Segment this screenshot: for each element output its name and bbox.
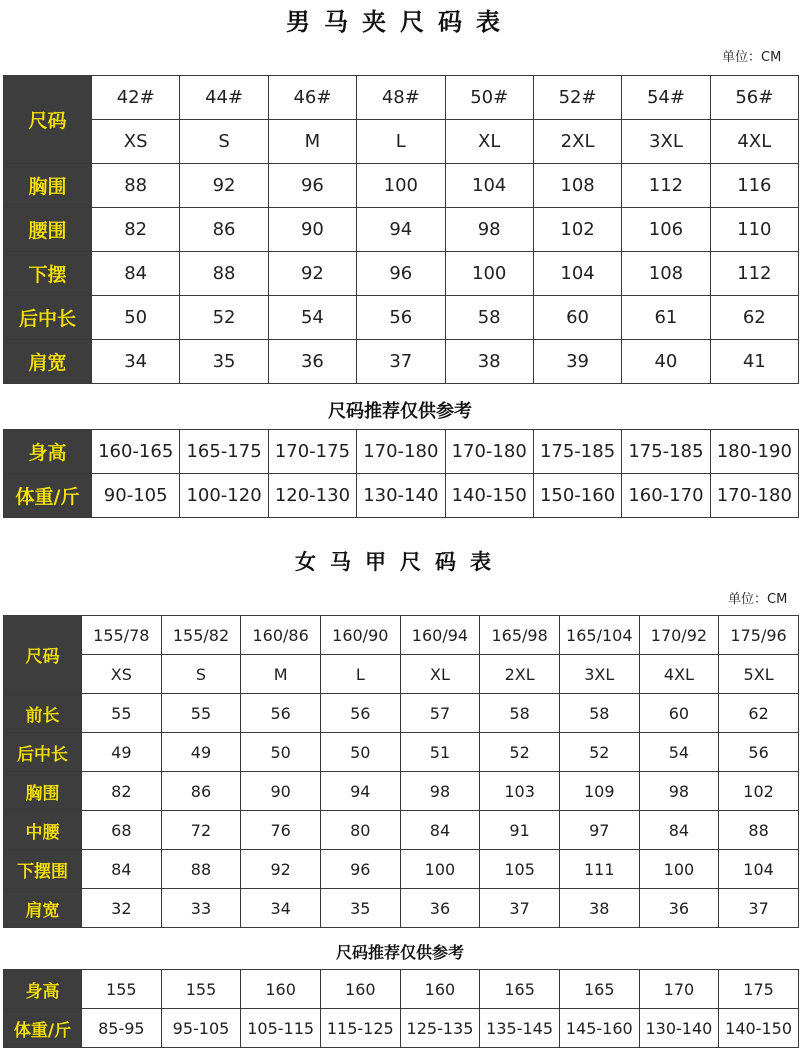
value-cell: 100-120: [180, 474, 268, 518]
size-letter-cell: M: [268, 120, 356, 164]
value-cell: 94: [320, 772, 400, 811]
row-label: 后中长: [4, 733, 82, 772]
value-cell: 38: [559, 889, 639, 928]
table-row: [4, 430, 799, 474]
value-cell: 54: [268, 296, 356, 340]
row-label: 身高: [4, 970, 82, 1009]
value-cell: 88: [719, 811, 799, 850]
men-chart-title: 男马夹尺码表: [286, 8, 514, 36]
value-cell: 41: [710, 340, 798, 384]
value-cell: 72: [161, 811, 241, 850]
value-cell: 155: [82, 970, 162, 1009]
value-cell: 145-160: [559, 1009, 639, 1048]
value-cell: 175: [719, 970, 799, 1009]
value-cell: 112: [710, 252, 798, 296]
value-cell: 170-175: [268, 430, 356, 474]
table-row: [4, 1009, 799, 1048]
value-cell: 61: [622, 296, 710, 340]
value-cell: 104: [445, 164, 533, 208]
row-label: 胸围: [4, 164, 92, 208]
value-cell: 84: [82, 850, 162, 889]
table-row: [4, 970, 799, 1009]
value-cell: 90: [268, 208, 356, 252]
value-cell: 76: [241, 811, 321, 850]
value-cell: 84: [92, 252, 180, 296]
value-cell: 140-150: [719, 1009, 799, 1048]
size-letter-cell: 2XL: [480, 655, 560, 694]
value-cell: 105: [480, 850, 560, 889]
value-cell: 55: [82, 694, 162, 733]
value-cell: 103: [480, 772, 560, 811]
value-cell: 110: [710, 208, 798, 252]
table-row: [4, 164, 799, 208]
value-cell: 36: [268, 340, 356, 384]
value-cell: 160: [241, 970, 321, 1009]
value-cell: 35: [180, 340, 268, 384]
men-recommend-table: [3, 429, 799, 518]
size-letter-cell: 4XL: [710, 120, 798, 164]
value-cell: 160-165: [92, 430, 180, 474]
value-cell: 51: [400, 733, 480, 772]
size-code-cell: 52#: [533, 76, 621, 120]
value-cell: 52: [180, 296, 268, 340]
value-cell: 130-140: [639, 1009, 719, 1048]
value-cell: 56: [320, 694, 400, 733]
value-cell: 160-170: [622, 474, 710, 518]
table-row: [4, 694, 799, 733]
value-cell: 175-185: [533, 430, 621, 474]
value-cell: 34: [241, 889, 321, 928]
value-cell: 34: [92, 340, 180, 384]
size-letter-cell: XS: [82, 655, 162, 694]
value-cell: 160: [400, 970, 480, 1009]
size-letter-cell: XL: [445, 120, 533, 164]
value-cell: 37: [719, 889, 799, 928]
value-cell: 170-180: [357, 430, 445, 474]
value-cell: 88: [180, 252, 268, 296]
size-code-cell: 155/78: [82, 616, 162, 655]
women-recommend-table: [3, 969, 799, 1048]
size-letter-row: [4, 655, 799, 694]
size-letter-cell: 4XL: [639, 655, 719, 694]
value-cell: 62: [710, 296, 798, 340]
value-cell: 80: [320, 811, 400, 850]
value-cell: 94: [357, 208, 445, 252]
size-letter-cell: XL: [400, 655, 480, 694]
value-cell: 37: [480, 889, 560, 928]
size-letter-cell: L: [320, 655, 400, 694]
size-header-label: 尺码: [4, 616, 82, 694]
size-letter-cell: M: [241, 655, 321, 694]
value-cell: 82: [92, 208, 180, 252]
row-label: 中腰: [4, 811, 82, 850]
value-cell: 102: [719, 772, 799, 811]
value-cell: 116: [710, 164, 798, 208]
value-cell: 50: [241, 733, 321, 772]
value-cell: 50: [92, 296, 180, 340]
value-cell: 88: [161, 850, 241, 889]
table-row: [4, 733, 799, 772]
value-cell: 60: [533, 296, 621, 340]
value-cell: 155: [161, 970, 241, 1009]
row-label: 肩宽: [4, 340, 92, 384]
value-cell: 58: [480, 694, 560, 733]
row-label: 下摆围: [4, 850, 82, 889]
table-row: [4, 811, 799, 850]
row-label: 前长: [4, 694, 82, 733]
value-cell: 100: [639, 850, 719, 889]
value-cell: 49: [161, 733, 241, 772]
value-cell: 112: [622, 164, 710, 208]
value-cell: 50: [320, 733, 400, 772]
value-cell: 86: [161, 772, 241, 811]
row-label: 下摆: [4, 252, 92, 296]
value-cell: 84: [639, 811, 719, 850]
value-cell: 39: [533, 340, 621, 384]
value-cell: 95-105: [161, 1009, 241, 1048]
value-cell: 100: [357, 164, 445, 208]
table-row: [4, 889, 799, 928]
table-row: [4, 340, 799, 384]
size-code-cell: 50#: [445, 76, 533, 120]
value-cell: 56: [357, 296, 445, 340]
size-code-cell: 48#: [357, 76, 445, 120]
value-cell: 165: [559, 970, 639, 1009]
value-cell: 100: [400, 850, 480, 889]
value-cell: 106: [622, 208, 710, 252]
row-label: 体重/斤: [4, 1009, 82, 1048]
row-label: 肩宽: [4, 889, 82, 928]
value-cell: 49: [82, 733, 162, 772]
size-letter-cell: S: [180, 120, 268, 164]
men-unit-label: 单位：CM: [722, 50, 782, 65]
size-letter-cell: 5XL: [719, 655, 799, 694]
value-cell: 180-190: [710, 430, 798, 474]
row-label: 胸围: [4, 772, 82, 811]
value-cell: 102: [533, 208, 621, 252]
value-cell: 85-95: [82, 1009, 162, 1048]
value-cell: 108: [533, 164, 621, 208]
size-letter-cell: 2XL: [533, 120, 621, 164]
value-cell: 120-130: [268, 474, 356, 518]
size-code-cell: 46#: [268, 76, 356, 120]
value-cell: 68: [82, 811, 162, 850]
value-cell: 57: [400, 694, 480, 733]
value-cell: 60: [639, 694, 719, 733]
value-cell: 92: [241, 850, 321, 889]
value-cell: 170: [639, 970, 719, 1009]
value-cell: 150-160: [533, 474, 621, 518]
value-cell: 90: [241, 772, 321, 811]
value-cell: 100: [445, 252, 533, 296]
value-cell: 109: [559, 772, 639, 811]
value-cell: 160: [320, 970, 400, 1009]
size-code-cell: 170/92: [639, 616, 719, 655]
value-cell: 90-105: [92, 474, 180, 518]
men-size-table: [3, 75, 799, 384]
value-cell: 37: [357, 340, 445, 384]
row-label: 体重/斤: [4, 474, 92, 518]
value-cell: 165: [480, 970, 560, 1009]
size-code-cell: 155/82: [161, 616, 241, 655]
women-size-table: [3, 615, 799, 928]
value-cell: 165-175: [180, 430, 268, 474]
value-cell: 84: [400, 811, 480, 850]
value-cell: 108: [622, 252, 710, 296]
value-cell: 98: [400, 772, 480, 811]
value-cell: 135-145: [480, 1009, 560, 1048]
value-cell: 98: [639, 772, 719, 811]
size-letter-cell: 3XL: [559, 655, 639, 694]
value-cell: 140-150: [445, 474, 533, 518]
value-cell: 91: [480, 811, 560, 850]
value-cell: 52: [559, 733, 639, 772]
women-recommend-title: 尺码推荐仅供参考: [335, 943, 464, 962]
value-cell: 97: [559, 811, 639, 850]
value-cell: 33: [161, 889, 241, 928]
women-unit-label: 单位：CM: [728, 592, 788, 607]
size-header-label: 尺码: [4, 76, 92, 164]
value-cell: 96: [268, 164, 356, 208]
size-letter-cell: S: [161, 655, 241, 694]
value-cell: 32: [82, 889, 162, 928]
value-cell: 98: [445, 208, 533, 252]
size-code-row: [4, 76, 799, 120]
value-cell: 56: [241, 694, 321, 733]
size-code-cell: 165/104: [559, 616, 639, 655]
size-code-cell: 175/96: [719, 616, 799, 655]
table-row: [4, 772, 799, 811]
value-cell: 130-140: [357, 474, 445, 518]
women-chart-title: 女马甲尺码表: [295, 550, 505, 574]
value-cell: 104: [719, 850, 799, 889]
value-cell: 170-180: [710, 474, 798, 518]
value-cell: 96: [320, 850, 400, 889]
row-label: 后中长: [4, 296, 92, 340]
value-cell: 115-125: [320, 1009, 400, 1048]
value-cell: 170-180: [445, 430, 533, 474]
men-recommend-title: 尺码推荐仅供参考: [328, 401, 472, 422]
value-cell: 56: [719, 733, 799, 772]
value-cell: 62: [719, 694, 799, 733]
value-cell: 36: [639, 889, 719, 928]
value-cell: 36: [400, 889, 480, 928]
size-code-cell: 56#: [710, 76, 798, 120]
row-label: 身高: [4, 430, 92, 474]
value-cell: 58: [445, 296, 533, 340]
size-code-cell: 165/98: [480, 616, 560, 655]
table-row: [4, 208, 799, 252]
size-letter-cell: L: [357, 120, 445, 164]
row-label: 腰围: [4, 208, 92, 252]
table-row: [4, 474, 799, 518]
value-cell: 40: [622, 340, 710, 384]
value-cell: 125-135: [400, 1009, 480, 1048]
size-code-cell: 160/90: [320, 616, 400, 655]
value-cell: 38: [445, 340, 533, 384]
value-cell: 58: [559, 694, 639, 733]
size-code-cell: 160/86: [241, 616, 321, 655]
value-cell: 55: [161, 694, 241, 733]
value-cell: 105-115: [241, 1009, 321, 1048]
value-cell: 88: [92, 164, 180, 208]
value-cell: 52: [480, 733, 560, 772]
size-code-cell: 42#: [92, 76, 180, 120]
value-cell: 92: [268, 252, 356, 296]
table-row: [4, 296, 799, 340]
table-row: [4, 252, 799, 296]
table-row: [4, 850, 799, 889]
value-cell: 96: [357, 252, 445, 296]
value-cell: 175-185: [622, 430, 710, 474]
size-letter-cell: XS: [92, 120, 180, 164]
size-code-cell: 160/94: [400, 616, 480, 655]
size-code-cell: 44#: [180, 76, 268, 120]
value-cell: 82: [82, 772, 162, 811]
value-cell: 35: [320, 889, 400, 928]
value-cell: 104: [533, 252, 621, 296]
value-cell: 92: [180, 164, 268, 208]
size-code-cell: 54#: [622, 76, 710, 120]
size-letter-row: [4, 120, 799, 164]
value-cell: 111: [559, 850, 639, 889]
size-code-row: [4, 616, 799, 655]
value-cell: 54: [639, 733, 719, 772]
value-cell: 86: [180, 208, 268, 252]
size-letter-cell: 3XL: [622, 120, 710, 164]
